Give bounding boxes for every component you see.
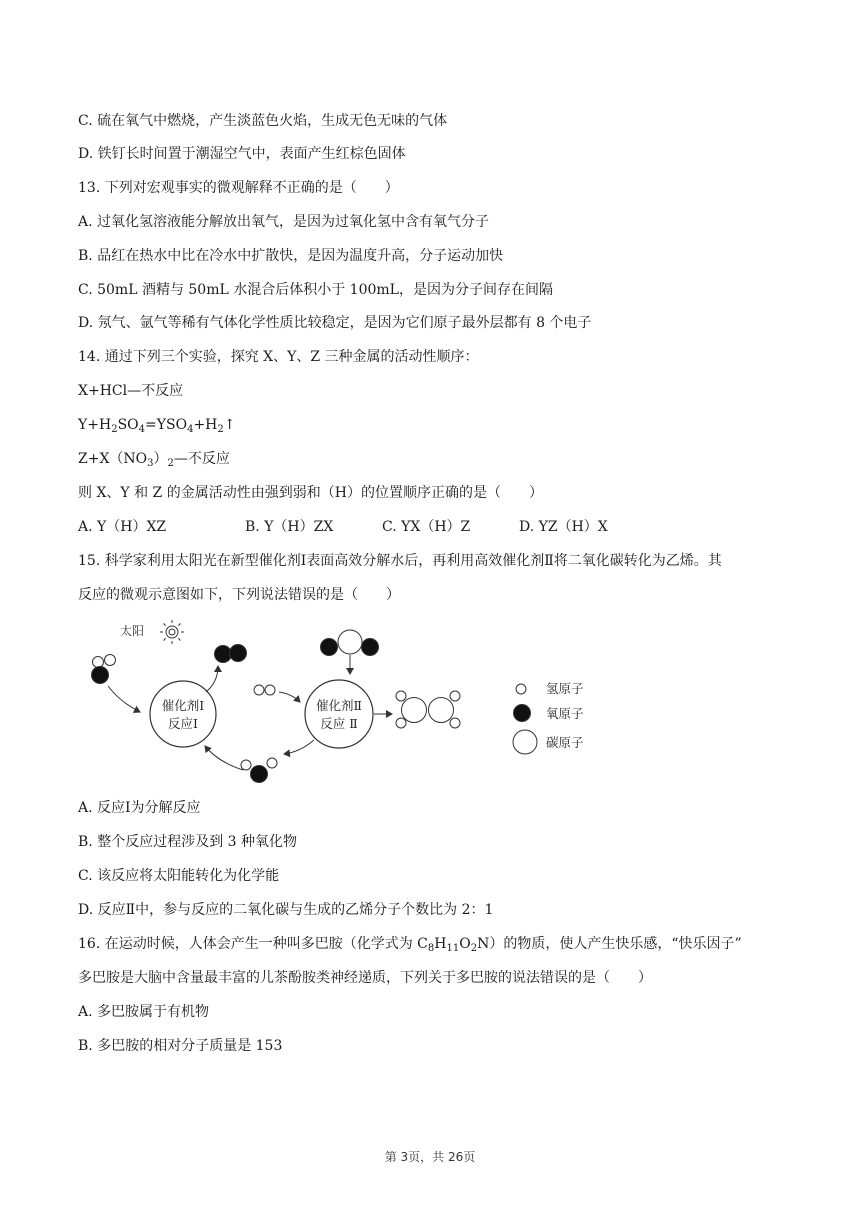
q14-reaction-3: $Z+X(NO_3)_2—$不反应 <box>78 451 230 469</box>
question-15-stem-line2: 反应的微观示意图如下，下列说法错误的是（ ） <box>78 587 400 603</box>
q15-option-a: A. 反应Ⅰ为分解反应 <box>78 800 201 816</box>
carbon-legend-label: 碳原子 <box>546 735 584 750</box>
carbon-dioxide-molecule <box>321 630 379 656</box>
q14-option-d: D. YZ（H）X <box>519 519 608 535</box>
sun-icon <box>160 620 184 644</box>
sun-label: 太阳 <box>120 624 145 638</box>
question-16-stem-line1: 16. 在运动时候，人体会产生一种叫多巴胺（化学式为 $C_8H_{11}O_2N$）的物质，使人产生快乐感，“快乐因子” <box>78 936 742 954</box>
hydrogen-molecule <box>254 685 275 695</box>
arrow-hydrogen-to-reactor2 <box>279 692 300 702</box>
q15-option-c: C. 该反应将太阳能转化为化学能 <box>78 868 280 884</box>
arrow-water-to-reactor1 <box>108 686 140 712</box>
q16-option-a: A. 多巴胺属于有机物 <box>78 1004 210 1020</box>
q14-reaction-1: X+HCl—不反应 <box>78 383 184 399</box>
question-15-stem-line1: 15. 科学家利用太阳光在新型催化剂Ⅰ表面高效分解水后，再利用高效催化剂Ⅱ将二氧化碳转化为乙烯。其 <box>78 553 722 569</box>
q14-question: 则 X、Y 和 Z 的金属活动性由强到弱和（H）的位置顺序正确的是（ ） <box>78 485 543 501</box>
q13-option-a: A. 过氧化氢溶液能分解放出氧气，是因为过氧化氢中含有氧气分子 <box>78 214 490 230</box>
arrow-reactor2-to-water <box>284 740 314 754</box>
q13-option-b: B. 品红在热水中比在冷水中扩散快，是因为温度升高，分子运动加快 <box>78 248 504 264</box>
oxygen-legend-label: 氧原子 <box>546 706 584 721</box>
q14-option-c: C. YX（H）Z <box>382 519 471 535</box>
q15-option-d: D. 反应Ⅱ中，参与反应的二氧化碳与生成的乙烯分子个数比为 2：1 <box>78 902 494 918</box>
legend <box>513 681 584 754</box>
reaction-diagram <box>78 614 618 794</box>
catalyst-1-reactor <box>150 681 216 747</box>
question-16-stem-line2: 多巴胺是大脑中含量最丰富的儿茶酚胺类神经递质，下列关于多巴胺的说法错误的是（ ） <box>78 970 652 986</box>
q14-reaction-2: $Y+H_2SO_4=YSO_4+H_2↑$ <box>78 417 236 435</box>
water-molecule-input <box>92 655 116 684</box>
q13-option-d: D. 氖气、氩气等稀有气体化学性质比较稳定，是因为它们原子最外层都有 8 个电子 <box>78 315 592 331</box>
question-13-stem: 13. 下列对宏观事实的微观解释不正确的是（ ） <box>78 180 399 196</box>
q12-option-c: C. 硫在氧气中燃烧，产生淡蓝色火焰，生成无色无味的气体 <box>78 113 448 129</box>
svg-text:催化剂Ⅱ: 催化剂Ⅱ <box>316 698 362 713</box>
catalyst-2-reactor <box>305 680 373 748</box>
page-footer: 第 3页，共 26页 <box>384 1150 476 1164</box>
svg-text:催化剂Ⅰ: 催化剂Ⅰ <box>161 698 205 713</box>
arrow-oxygen-out <box>206 666 218 692</box>
q14-option-b: B. Y（H）ZX <box>245 519 334 535</box>
oxygen-molecule-output <box>215 645 247 663</box>
q14-option-a: A. Y（H）XZ <box>78 519 167 535</box>
arrow-water-to-reactor1-return <box>205 746 243 770</box>
q13-option-c: C. 50mL 酒精与 50mL 水混合后体积小于 100mL，是因为分子间存在间隔 <box>78 282 553 298</box>
oxygen-legend-icon <box>514 705 531 722</box>
question-14-stem: 14. 通过下列三个实验，探究 X、Y、Z 三种金属的活动性顺序： <box>78 349 479 365</box>
hydrogen-legend-icon <box>516 684 526 694</box>
ethylene-molecule <box>396 691 460 728</box>
q12-option-d: D. 铁钉长时间置于潮湿空气中，表面产生红棕色固体 <box>78 146 406 162</box>
hydrogen-legend-label: 氢原子 <box>546 681 584 696</box>
q16-option-b: B. 多巴胺的相对分子质量是 153 <box>78 1038 283 1054</box>
svg-text:反应 Ⅱ: 反应 Ⅱ <box>320 716 358 731</box>
q15-option-b: B. 整个反应过程涉及到 3 种氧化物 <box>78 834 297 850</box>
water-molecule-recycled <box>241 758 277 783</box>
svg-text:反应Ⅰ: 反应Ⅰ <box>168 716 198 731</box>
carbon-legend-icon <box>513 730 537 754</box>
